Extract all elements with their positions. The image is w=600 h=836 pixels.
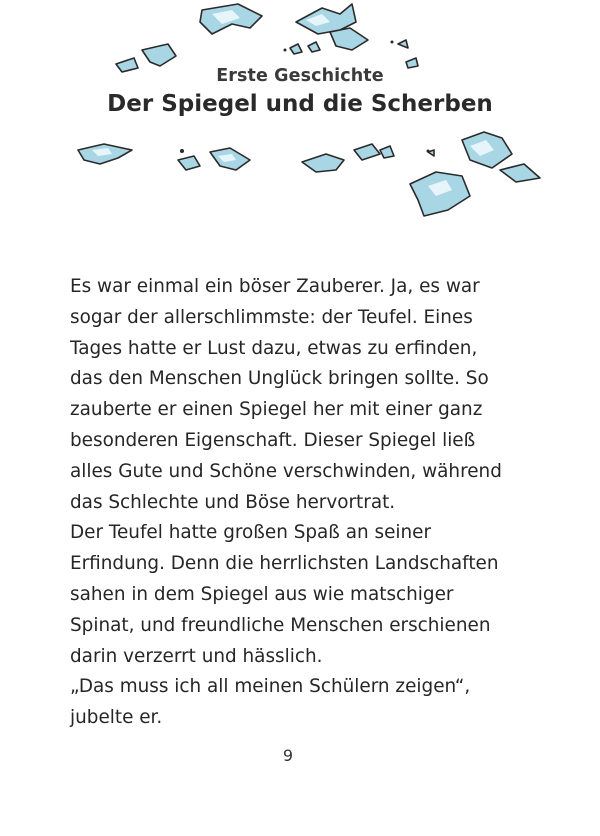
text-line: sogar der allerschlimmste: der Teufel. Eines <box>70 306 473 328</box>
text-line: jubelte er. <box>70 707 163 729</box>
story-text <box>70 272 570 734</box>
text-line: sahen in dem Spiegel aus wie matschiger <box>70 583 454 605</box>
mirror-shard <box>398 40 408 48</box>
text-line: das Schlechte und Böse hervortrat. <box>70 491 396 513</box>
mirror-shards-illustration <box>0 0 600 240</box>
text-line: besonderen Eigenschaft. Dieser Spiegel ließ <box>70 429 476 451</box>
mirror-shard <box>500 164 540 182</box>
mirror-shard <box>330 28 368 50</box>
text-line: Spinat, und freundliche Menschen erschienen <box>70 614 491 636</box>
page-number: 9 <box>282 746 294 765</box>
text-line: das den Menschen Unglück bringen sollte. So <box>70 368 489 390</box>
mirror-shard <box>290 44 302 54</box>
text-line: zauberte er einen Spiegel her mit einer ganz <box>70 399 483 421</box>
mirror-shard <box>354 144 380 160</box>
text-line: alles Gute und Schöne verschwinden, während <box>70 460 502 482</box>
text-line: Erfindung. Denn die herrlichsten Landschaften <box>70 553 499 575</box>
mirror-shard <box>308 42 320 52</box>
mirror-shard <box>142 44 176 66</box>
chapter-title: Der Spiegel und die Scherben <box>107 91 493 117</box>
text-line: Tages hatte er Lust dazu, etwas zu erfinden, <box>70 337 478 359</box>
mirror-shard <box>302 154 344 172</box>
mirror-shard <box>178 156 200 170</box>
text-line: Der Teufel hatte großen Spaß an seiner <box>70 522 432 544</box>
text-line: Es war einmal ein böser Zauberer. Ja, es war <box>70 276 480 297</box>
text-line: „Das muss ich all meinen Schülern zeigen“, <box>70 676 471 698</box>
text-line: darin verzerrt und hässlich. <box>70 645 323 667</box>
chapter-label: Erste Geschichte <box>216 66 384 86</box>
mirror-shard <box>380 146 394 158</box>
